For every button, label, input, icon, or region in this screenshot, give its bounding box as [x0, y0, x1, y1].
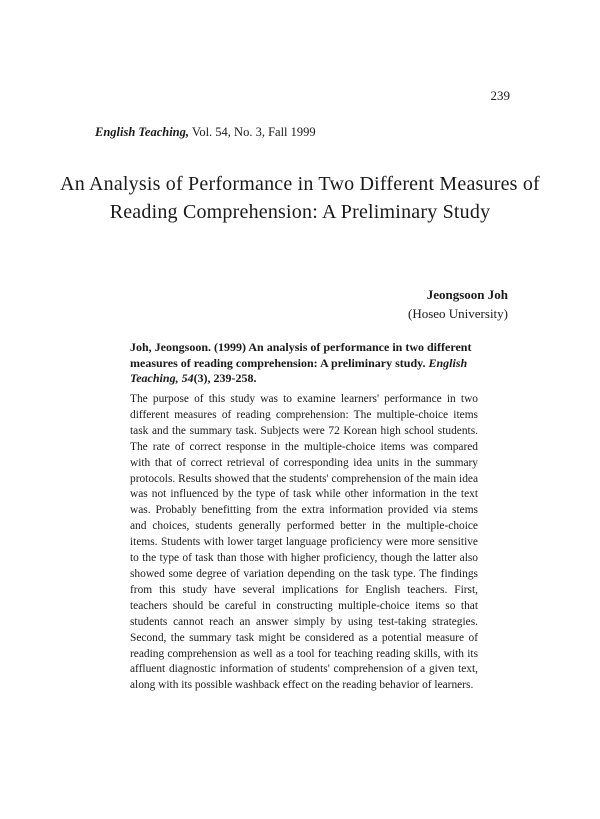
- journal-header: [95, 125, 316, 140]
- author-affiliation: (Hoseo University): [407, 306, 508, 321]
- citation-pages: (3), 239-258.: [193, 371, 257, 385]
- citation-journal: English Teaching, 54: [130, 355, 468, 385]
- paper-title: An Analysis of Performance in Two Different Measures of Reading Comprehension: A Preliminary Study: [60, 173, 540, 223]
- journal-issue: Vol. 54, No. 3, Fall 1999: [191, 125, 316, 139]
- author-block: [408, 285, 508, 323]
- abstract: The purpose of this study was to examine learners' performance in two different measures of reading comprehension: The multiple-choice items task and the summary task. Subjects were 72 Korean high school students. The rate of correct response in the multiple-choice items was compared with that of correct retrieval of corresponding idea units in the summary protocols. Results showed that the students' comprehension of the main idea was not influenced by the type of task while other information in the text was. Probably benefitting from the extra information provided via stems and choices, students generally performed better in the multiple-choice items. Students with lower target language proficiency were more sensitive to the type of task than those with higher proficiency, though the latter also showed some degree of variation depending on the task type. The findings from this study have several implications for English teachers. First, teachers should be careful in constructing multiple-choice items so that students cannot reach an answer simply by using test-taking strategies. Second, the summary task might be considered as a potential measure of reading comprehension as well as a tool for teaching reading skills, with its affluent diagnostic information of students' comprehension of a given text, along with its possible washback effect on the reading behavior of learners.: [130, 393, 478, 692]
- journal-name: English Teaching,: [95, 125, 190, 139]
- citation: [130, 340, 478, 387]
- citation-main: Joh, Jeongsoon. (1999) An analysis of performance in two different measures of reading comprehension: A preliminary study.: [130, 340, 472, 370]
- page-number: 239: [490, 88, 510, 103]
- author-name: Jeongsoon Joh: [426, 287, 508, 302]
